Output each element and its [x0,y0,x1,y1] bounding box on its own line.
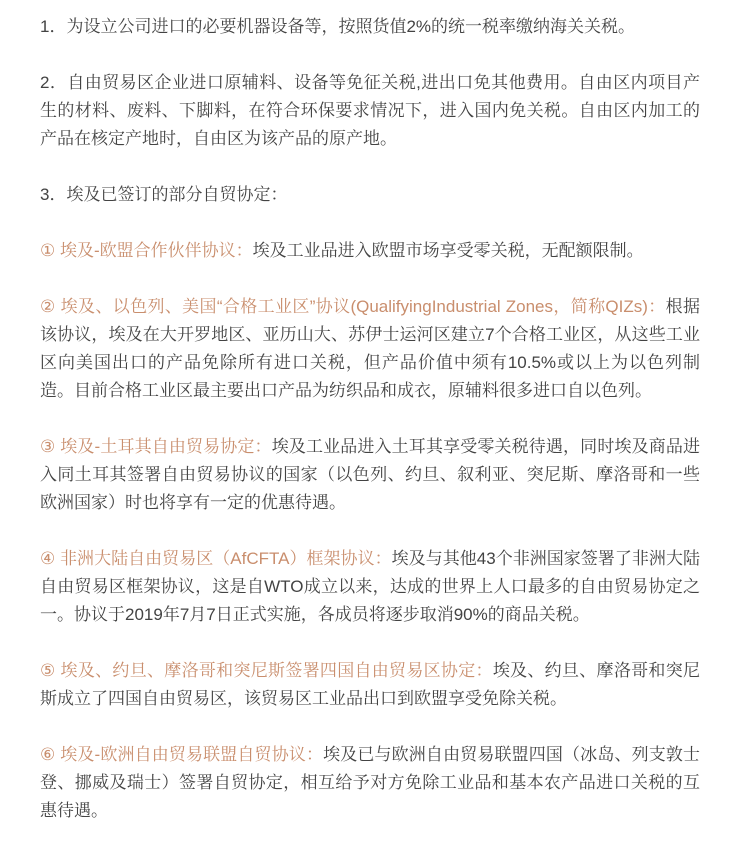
article-body [40,13,700,825]
paragraph-highlight: ⑤ 埃及、约旦、摩洛哥和突尼斯签署四国自由贸易区协定： [40,661,493,680]
paragraph-body: 埃及工业品进入欧盟市场享受零关税，无配额限制。 [252,241,644,260]
paragraph-body: 埃及、约旦、摩洛哥和突尼斯成立了四国自由贸易区，该贸易区工业品出口到欧盟享受免除关税。 [40,661,701,708]
paragraph-customs-duty [40,13,700,41]
paragraph-highlight: ⑥ 埃及-欧洲自由贸易联盟自贸协议： [40,745,324,764]
paragraph-qiz-agreement [40,293,700,405]
paragraph-highlight: ④ 非洲大陆自由贸易区（AfCFTA）框架协议： [40,549,392,568]
paragraph-four-country-fta [40,657,700,713]
paragraph-eu-partnership [40,237,700,265]
paragraph-body: 3．埃及已签订的部分自贸协定： [40,185,288,204]
paragraph-fta-list-intro [40,181,700,209]
paragraph-highlight: ① 埃及-欧盟合作伙伴协议： [40,241,253,260]
paragraph-body: 根据该协议，埃及在大开罗地区、亚历山大、苏伊士运河区建立7个合格工业区，从这些工业区向美国出口的产品免除所有进口关税，但产品价值中须有10.5%或以上为以色列制造。目前合格工业区最主要出口产品为纺织品和成衣，原辅料很多进口自以色列。 [40,297,701,400]
paragraph-highlight: ③ 埃及-土耳其自由贸易协定： [40,437,272,456]
paragraph-body: 埃及与其他43个非洲国家签署了非洲大陆自由贸易区框架协议，这是自WTO成立以来，达成的世界上人口最多的自由贸易协定之一。协议于2019年7月7日正式实施，各成员将逐步取消90%的商品关税。 [40,549,700,624]
paragraph-highlight: ② 埃及、以色列、美国“合格工业区”协议(QualifyingIndustrial Zones，简称QIZs)： [40,297,666,316]
paragraph-body: 埃及已与欧洲自由贸易联盟四国（冰岛、列支敦士登、挪威及瑞士）签署自贸协定，相互给予对方免除工业品和基本农产品进口关税的互惠待遇。 [40,745,701,820]
paragraph-body: 埃及工业品进入土耳其享受零关税待遇，同时埃及商品进入同土耳其签署自由贸易协议的国家（以色列、约旦、叙利亚、突尼斯、摩洛哥和一些欧洲国家）时也将享有一定的优惠待遇。 [40,437,701,512]
paragraph-turkey-fta [40,433,700,517]
paragraph-efta-agreement [40,741,700,825]
paragraph-body: 1．为设立公司进口的必要机器设备等，按照货值2%的统一税率缴纳海关关税。 [40,17,636,36]
paragraph-free-trade-zone [40,69,700,153]
paragraph-afcfta [40,545,700,629]
paragraph-body: 2．自由贸易区企业进口原辅料、设备等免征关税,进出口免其他费用。自由区内项目产生的材料、废料、下脚料，在符合环保要求情况下，进入国内免关税。自由区内加工的产品在核定产地时，自由区为该产品的原产地。 [40,73,700,148]
